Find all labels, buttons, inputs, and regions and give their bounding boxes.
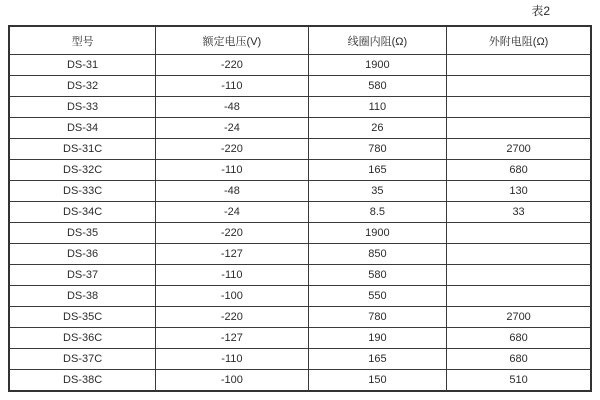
cell-model: DS-32C (9, 160, 156, 181)
table-row (9, 370, 591, 392)
cell-external-resistance: 2700 (447, 307, 591, 328)
cell-rated-voltage: -24 (156, 118, 308, 139)
cell-rated-voltage: -24 (156, 202, 308, 223)
cell-model: DS-31 (9, 55, 156, 76)
cell-rated-voltage: -220 (156, 139, 308, 160)
cell-model: DS-38C (9, 370, 156, 392)
cell-external-resistance (447, 286, 591, 307)
cell-model: DS-33 (9, 97, 156, 118)
cell-external-resistance: 680 (447, 328, 591, 349)
table-row (9, 160, 591, 181)
cell-model: DS-31C (9, 139, 156, 160)
table-row (9, 97, 591, 118)
cell-external-resistance: 130 (447, 181, 591, 202)
header-external-resistance: 外附电阻(Ω) (447, 26, 591, 55)
cell-model: DS-32 (9, 76, 156, 97)
table-row (9, 307, 591, 328)
cell-external-resistance: 33 (447, 202, 591, 223)
cell-coil-resistance: 26 (308, 118, 447, 139)
cell-coil-resistance: 580 (308, 76, 447, 97)
cell-external-resistance (447, 55, 591, 76)
cell-model: DS-33C (9, 181, 156, 202)
cell-rated-voltage: -220 (156, 223, 308, 244)
cell-coil-resistance: 1900 (308, 223, 447, 244)
cell-external-resistance: 2700 (447, 139, 591, 160)
cell-rated-voltage: -110 (156, 76, 308, 97)
cell-coil-resistance: 550 (308, 286, 447, 307)
table-row (9, 328, 591, 349)
cell-external-resistance: 680 (447, 349, 591, 370)
cell-model: DS-36C (9, 328, 156, 349)
relay-spec-table (8, 25, 592, 392)
cell-coil-resistance: 190 (308, 328, 447, 349)
header-rated-voltage: 额定电压(V) (156, 26, 308, 55)
cell-coil-resistance: 780 (308, 307, 447, 328)
cell-rated-voltage: -220 (156, 307, 308, 328)
table-row (9, 76, 591, 97)
cell-model: DS-34 (9, 118, 156, 139)
table-row (9, 223, 591, 244)
cell-rated-voltage: -127 (156, 244, 308, 265)
table-row (9, 265, 591, 286)
table-row (9, 286, 591, 307)
cell-external-resistance (447, 76, 591, 97)
cell-rated-voltage: -48 (156, 97, 308, 118)
cell-coil-resistance: 110 (308, 97, 447, 118)
cell-coil-resistance: 1900 (308, 55, 447, 76)
table-row (9, 349, 591, 370)
cell-coil-resistance: 580 (308, 265, 447, 286)
cell-external-resistance (447, 223, 591, 244)
cell-rated-voltage: -100 (156, 286, 308, 307)
cell-model: DS-34C (9, 202, 156, 223)
cell-external-resistance (447, 118, 591, 139)
cell-model: DS-38 (9, 286, 156, 307)
table-row (9, 244, 591, 265)
cell-coil-resistance: 780 (308, 139, 447, 160)
cell-model: DS-35C (9, 307, 156, 328)
cell-coil-resistance: 165 (308, 349, 447, 370)
table-row (9, 118, 591, 139)
cell-rated-voltage: -110 (156, 160, 308, 181)
cell-model: DS-37 (9, 265, 156, 286)
cell-coil-resistance: 8.5 (308, 202, 447, 223)
table-row (9, 181, 591, 202)
table-row (9, 202, 591, 223)
table-caption: 表2 (531, 4, 550, 18)
cell-external-resistance: 680 (447, 160, 591, 181)
table-row (9, 139, 591, 160)
header-row (9, 26, 591, 55)
cell-rated-voltage: -110 (156, 265, 308, 286)
cell-rated-voltage: -48 (156, 181, 308, 202)
cell-model: DS-37C (9, 349, 156, 370)
cell-rated-voltage: -220 (156, 55, 308, 76)
cell-rated-voltage: -100 (156, 370, 308, 392)
cell-external-resistance (447, 97, 591, 118)
cell-rated-voltage: -127 (156, 328, 308, 349)
header-model: 型号 (9, 26, 156, 55)
cell-external-resistance: 510 (447, 370, 591, 392)
cell-coil-resistance: 850 (308, 244, 447, 265)
cell-rated-voltage: -110 (156, 349, 308, 370)
cell-external-resistance (447, 244, 591, 265)
cell-model: DS-35 (9, 223, 156, 244)
cell-coil-resistance: 150 (308, 370, 447, 392)
cell-model: DS-36 (9, 244, 156, 265)
header-coil-resistance: 线圈内阻(Ω) (308, 26, 447, 55)
cell-external-resistance (447, 265, 591, 286)
cell-coil-resistance: 165 (308, 160, 447, 181)
table-row (9, 55, 591, 76)
cell-coil-resistance: 35 (308, 181, 447, 202)
